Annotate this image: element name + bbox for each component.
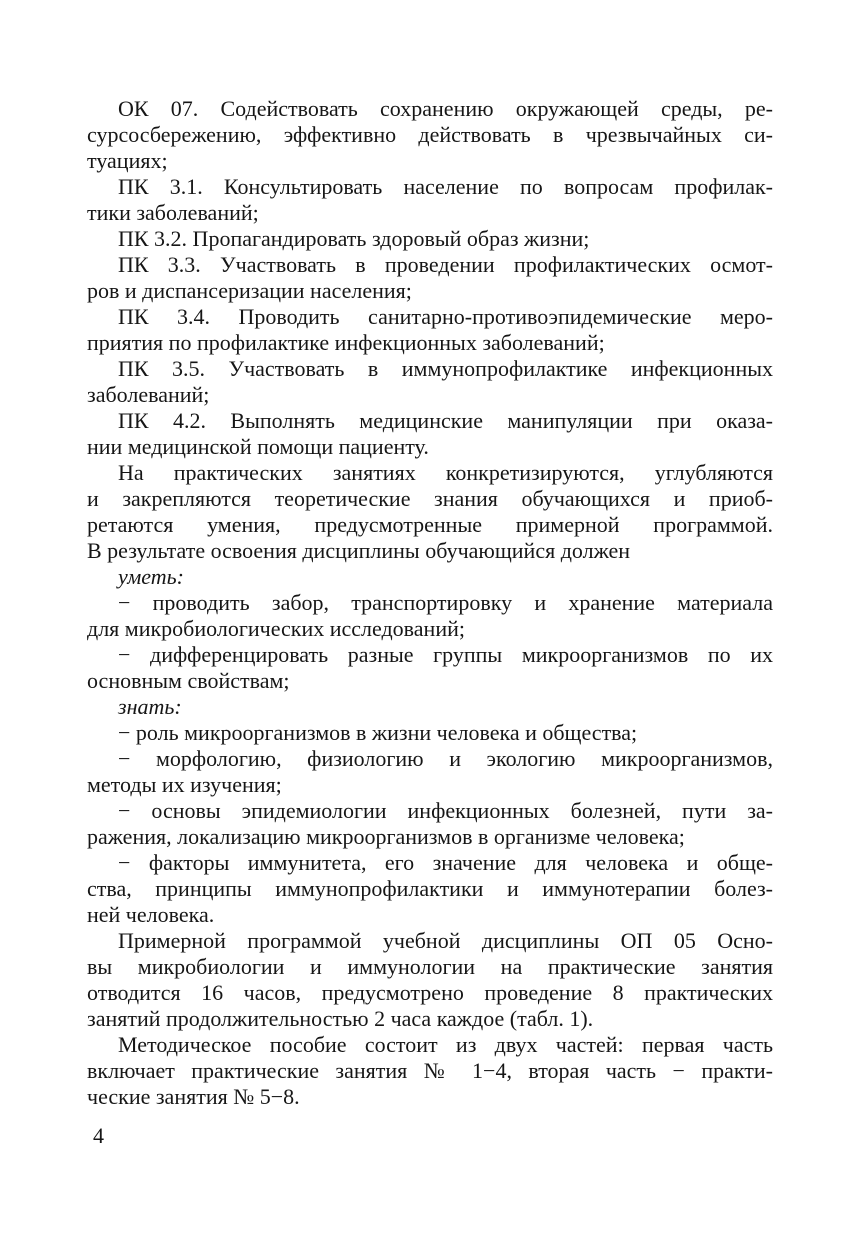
text-line: туациях; bbox=[87, 148, 168, 173]
paragraph bbox=[87, 252, 773, 304]
paragraph bbox=[87, 798, 773, 850]
text-line: − морфологию, физиологию и экологию микроорганизмов, bbox=[118, 746, 773, 771]
text-line: ражения, локализацию микроорганизмов в организме человека; bbox=[87, 824, 685, 849]
text-line: − факторы иммунитета, его значение для человека и обще- bbox=[118, 850, 773, 875]
text-line: нии медицинской помощи пациенту. bbox=[87, 434, 429, 459]
text-line: ОК 07. Содействовать сохранению окружающей среды, ре- bbox=[118, 96, 773, 121]
text-line: приятия по профилактике инфекционных заболеваний; bbox=[87, 330, 605, 355]
text-line: ПК 3.4. Проводить санитарно-противоэпидемические меро- bbox=[118, 304, 773, 329]
text-line: ПК 4.2. Выполнять медицинские манипуляции при оказа- bbox=[118, 408, 773, 433]
paragraph bbox=[87, 564, 773, 590]
text-line: отводится 16 часов, предусмотрено проведение 8 практических bbox=[87, 980, 773, 1005]
paragraph bbox=[87, 304, 773, 356]
paragraph bbox=[87, 174, 773, 226]
paragraph bbox=[87, 590, 773, 642]
text-line: ства, принципы иммунопрофилактики и иммунотерапии болез- bbox=[87, 876, 773, 901]
text-line: В результате освоения дисциплины обучающийся должен bbox=[87, 538, 631, 563]
text-line: ретаются умения, предусмотренные примерной программой. bbox=[87, 512, 773, 537]
text-line: ров и диспансеризации населения; bbox=[87, 278, 412, 303]
paragraph bbox=[87, 1032, 773, 1110]
text-line: Методическое пособие состоит из двух частей: первая часть bbox=[118, 1032, 773, 1057]
paragraph bbox=[87, 642, 773, 694]
paragraph bbox=[87, 226, 773, 252]
text-line: − проводить забор, транспортировку и хранение материала bbox=[118, 590, 773, 615]
text-line: уметь: bbox=[118, 564, 184, 589]
text-line: тики заболеваний; bbox=[87, 200, 259, 225]
text-line: включает практические занятия № 1−4, вторая часть − практи- bbox=[87, 1058, 773, 1083]
text-line: основным свойствам; bbox=[87, 668, 290, 693]
text-line: На практических занятиях конкретизируются, углубляются bbox=[118, 460, 773, 485]
paragraph bbox=[87, 356, 773, 408]
text-line: − дифференцировать разные группы микроорганизмов по их bbox=[118, 642, 773, 667]
text-line: ПК 3.5. Участвовать в иммунопрофилактике инфекционных bbox=[118, 356, 773, 381]
text-line: занятий продолжительностью 2 часа каждое (табл. 1). bbox=[87, 1006, 594, 1031]
text-line: ческие занятия № 5−8. bbox=[87, 1084, 300, 1109]
text-line: ПК 3.3. Участвовать в проведении профилактических осмот- bbox=[118, 252, 773, 277]
page-number: 4 bbox=[93, 1123, 104, 1148]
text-line: для микробиологических исследований; bbox=[87, 616, 465, 641]
paragraph bbox=[87, 850, 773, 928]
text-line: заболеваний; bbox=[87, 382, 210, 407]
text-line: знать: bbox=[118, 694, 182, 719]
text-line: − роль микроорганизмов в жизни человека и общества; bbox=[118, 720, 638, 745]
paragraph bbox=[87, 96, 773, 174]
page-text bbox=[87, 96, 773, 1110]
paragraph bbox=[87, 694, 773, 720]
paragraph bbox=[87, 746, 773, 798]
text-line: и закрепляются теоретические знания обучающихся и приоб- bbox=[87, 486, 773, 511]
text-line: сурсосбережению, эффективно действовать в чрезвычайных си- bbox=[87, 122, 773, 147]
paragraph bbox=[87, 408, 773, 460]
text-line: − основы эпидемиологии инфекционных болезней, пути за- bbox=[118, 798, 773, 823]
text-line: ПК 3.2. Пропагандировать здоровый образ жизни; bbox=[118, 226, 590, 251]
text-line: Примерной программой учебной дисциплины ОП 05 Осно- bbox=[118, 928, 773, 953]
paragraph bbox=[87, 460, 773, 564]
text-line: методы их изучения; bbox=[87, 772, 282, 797]
text-line: ПК 3.1. Консультировать население по вопросам профилак- bbox=[118, 174, 773, 199]
text-line: ней человека. bbox=[87, 902, 215, 927]
paragraph bbox=[87, 928, 773, 1032]
paragraph bbox=[87, 720, 773, 746]
text-line: вы микробиологии и иммунологии на практические занятия bbox=[87, 954, 773, 979]
